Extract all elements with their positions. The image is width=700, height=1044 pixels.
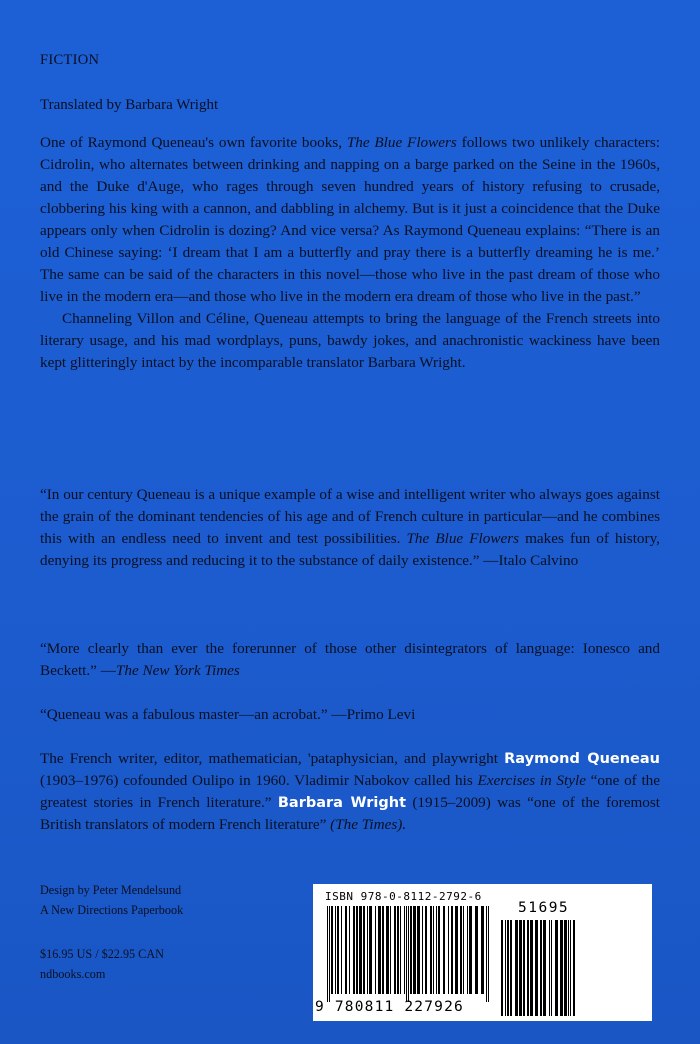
barcode-bar [535,920,538,1016]
credits [40,880,183,920]
barcode-guard-bar [406,906,407,1002]
barcode-bar [523,920,525,1016]
barcode-bar [505,920,506,1016]
barcode-bar [438,906,440,994]
barcode-bar [551,920,552,1016]
levi-quote: “Queneau was a fabulous master—an acrobat.” —Primo Levi [40,706,416,723]
barcode-bar [335,906,336,994]
price: $16.95 US / $22.95 CAN [40,947,164,961]
barcode-bar [501,920,503,1016]
calvino-quote: “In our century Queneau is a unique example of a wise and intelligent writer who always goes against the grain of the dominant tendencies of his age and of French culture in particular—and he combines this with an endless need to invent and test possibilities. The Blue Flowers makes fun of history, denying its progress and reducing it to the substance of daily existence.” —Italo Calvino [40,486,660,569]
barcode-bar [349,906,350,994]
price-block [40,944,164,984]
barcode-bar [549,920,550,1016]
barcode-bar [430,906,432,994]
barcode-bar [413,906,416,994]
translator-line: Translated by Barbara Wright [40,97,219,113]
barcode-bar [394,906,396,994]
website: ndbooks.com [40,967,106,981]
publisher-line: A New Directions Paperbook [40,903,184,917]
barcode-bar [519,920,522,1016]
barcode-bar [448,906,449,994]
blurb-paragraph-2: Channeling Villon and Céline, Queneau attempts to bring the language of the French streets into literary usage, and his mad wordplays, puns, bawdy jokes, and anachronistic wackiness have been kept glitteringly intact by the incomparable translator Barbara Wright. [40,310,660,371]
barcode-bar [433,906,434,994]
barcode-bar [436,906,437,994]
barcode-bar [363,906,365,994]
barcode-bar [560,920,563,1016]
barcode-bar [375,906,376,994]
work-title: Exercises in Style [477,772,586,789]
barcode-bar [410,906,412,994]
author-name: Raymond Queneau [504,751,660,767]
barcode-bar [422,906,423,994]
barcode-bar [367,906,368,994]
barcode-bar [570,920,571,1016]
barcode-bar [530,920,533,1016]
barcode-bar [564,920,567,1016]
barcode-bar [540,920,542,1016]
barcode-bar [400,906,401,994]
book-title: The Blue Flowers [346,134,457,151]
barcode-bar [510,920,512,1016]
barcode-bar [425,906,427,994]
price-addon-digits: 51695 [518,900,570,916]
ean-digits: 9 780811 227926 [315,999,464,1015]
barcode-bar [555,920,558,1016]
barcode-bar [378,906,381,994]
barcode-guard-bar [408,906,409,1002]
barcode [313,884,652,1021]
barcode-bar [345,906,347,994]
barcode-bar [359,906,362,994]
barcode-bar [404,906,405,994]
barcode-bar [331,906,333,994]
barcode-guard-bar [488,906,489,1002]
designer-credit: Design by Peter Mendelsund [40,883,182,897]
blurb [40,132,660,374]
quote-source: The New York Times [115,662,240,679]
genre-label: FICTION [40,52,100,68]
barcode-bar [475,906,478,994]
barcode-bar [543,920,546,1016]
barcode-bar [397,906,399,994]
barcode-bar [455,906,458,994]
author-bio: The French writer, editor, mathematician, 'pataphysician, and playwright Raymond Queneau (1903–1976) cofounded Oulipo in 1960. Vladimir Nabokov called his Exercises in Style “one of the greatest stories in French literature.” Barbara Wright (1915–2009) was “one of the foremost British translators of modern French literature” (The Times). [40,750,660,833]
translator-name: Barbara Wright [277,795,407,811]
barcode-bar [481,906,484,994]
barcode-bar [463,906,464,994]
isbn-number: ISBN 978-0-8112-2792-6 [325,890,482,903]
barcode-bar [527,920,529,1016]
book-title: The Blue Flowers [406,530,520,547]
barcode-guard-bar [329,906,330,1002]
barcode-bar [573,920,575,1016]
barcode-bar [451,906,453,994]
barcode-bar [356,906,358,994]
barcode-guard-bar [486,906,487,1002]
blurb-paragraph-1: One of Raymond Queneau's own favorite books, The Blue Flowers follows two unlikely characters: Cidrolin, who alternates between drinking and napping on a barge parked on the Seine in the 1960s, and the Duke d'Auge, who rages through seven hundred years of history refusing to crusade, clobbering his king with a cannon, and dabbling in alchemy. But is it just a coincidence that the Duke appears only when Cidrolin is dozing? And vice versa? As Raymond Queneau explains: “There is an old Chinese saying: ‘I dream that I am a butterfly and pray there is a butterfly dreaming he is me.’ The same can be said of the characters in this novel—those who live in the past dream of those who live in the modern era—and those who live in the modern era dream of those who live in the past.” [40,134,660,305]
barcode-bar [568,920,569,1016]
barcode-bar [341,906,342,994]
barcode-bar [443,906,445,994]
barcode-bar [382,906,384,994]
barcode-bar [369,906,372,994]
barcode-bar [460,906,462,994]
barcode-bar [469,906,472,994]
barcode-bar [467,906,468,994]
barcode-bar [417,906,420,994]
barcode-bar [353,906,355,994]
barcode-guard-bar [327,906,328,1002]
barcode-bar [337,906,339,994]
barcode-bar [390,906,391,994]
barcode-bar [386,906,389,994]
nyt-quote: “More clearly than ever the forerunner of those other disintegrators of language: Ionesco and Beckett.” —The New York Times [40,640,660,679]
barcode-bar [515,920,518,1016]
barcode-bar [507,920,509,1016]
